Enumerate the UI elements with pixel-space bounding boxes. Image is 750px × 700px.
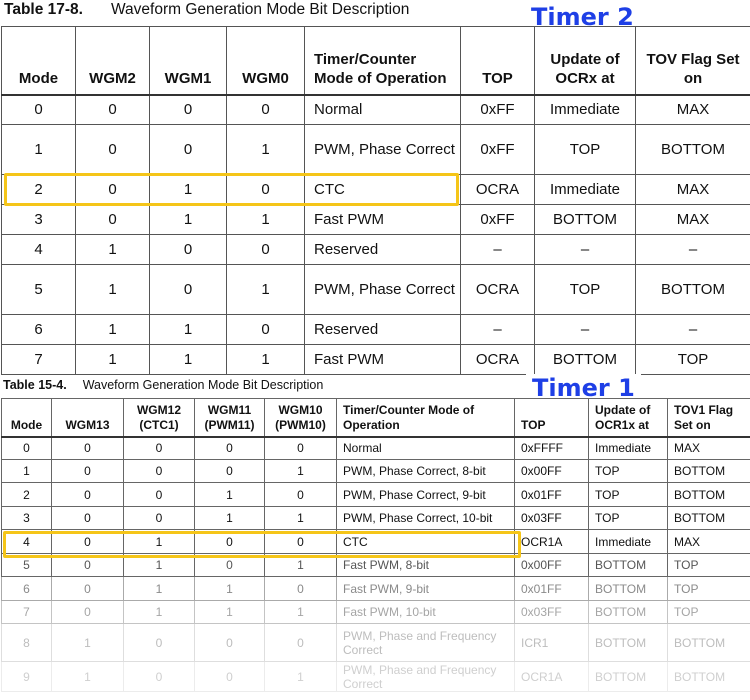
table-cell: 0xFF (461, 125, 535, 175)
table-cell: 0 (52, 437, 124, 460)
table-cell: 0 (52, 483, 124, 507)
table-cell: 0 (265, 437, 337, 460)
table-cell: 1 (265, 507, 337, 530)
table-cell: 0 (124, 437, 195, 460)
table-cell: 0 (227, 95, 305, 125)
table-cell: OCR1A (515, 530, 589, 554)
table-cell: BOTTOM (636, 265, 750, 315)
table-cell: 6 (2, 315, 76, 345)
timer1-table-caption (3, 378, 323, 392)
table-cell: 0 (2, 437, 52, 460)
table-cell: BOTTOM (589, 554, 668, 577)
timer1-table-body (2, 437, 750, 692)
header-tov-flag: TOV Flag Set on (636, 27, 750, 95)
table-cell: Immediate (589, 530, 668, 554)
table-cell: OCR1A (515, 662, 589, 692)
table-cell: 0 (2, 95, 76, 125)
table-cell: 1 (195, 483, 265, 507)
table-cell: BOTTOM (589, 601, 668, 624)
table-cell: Fast PWM (305, 205, 461, 235)
table-cell: Reserved (305, 315, 461, 345)
table-row (2, 554, 750, 577)
table-cell: TOP (589, 507, 668, 530)
table-cell: 0 (265, 577, 337, 601)
table-cell: 1 (195, 601, 265, 624)
table-cell: Immediate (589, 437, 668, 460)
timer2-caption-number: Table 17-8. (4, 1, 83, 18)
timer1-caption-number: Table 15-4. (3, 378, 67, 392)
table-cell: 0 (124, 662, 195, 692)
table-cell: 1 (150, 315, 227, 345)
header-mode: Mode (2, 399, 52, 437)
table-row (2, 315, 750, 345)
table-row (2, 460, 750, 483)
table-cell: Fast PWM, 9-bit (337, 577, 515, 601)
header-wgm10: WGM10 (PWM10) (265, 399, 337, 437)
timer1-caption-title: Waveform Generation Mode Bit Description (82, 378, 324, 392)
table-cell: 0 (195, 662, 265, 692)
header-mode: Mode (2, 27, 76, 95)
table-cell: PWM, Phase Correct, 8-bit (337, 460, 515, 483)
table-cell: BOTTOM (636, 125, 750, 175)
table-cell: 0 (227, 175, 305, 205)
table-cell: 1 (227, 265, 305, 315)
table-cell: 1 (52, 624, 124, 662)
table-cell: 1 (124, 601, 195, 624)
table-cell: 1 (124, 577, 195, 601)
table-cell: 3 (2, 205, 76, 235)
timer1-mode-table (1, 398, 750, 692)
table-cell: 1 (2, 125, 76, 175)
table-row (2, 235, 750, 265)
table-cell: 1 (265, 554, 337, 577)
table-cell: Fast PWM, 8-bit (337, 554, 515, 577)
table-cell: 1 (150, 345, 227, 375)
table-cell: – (636, 235, 750, 265)
table-cell: 1 (76, 345, 150, 375)
table-cell: MAX (636, 205, 750, 235)
table-cell: 0xFF (461, 205, 535, 235)
header-wgm1: WGM1 (150, 27, 227, 95)
table-cell: PWM, Phase Correct (305, 125, 461, 175)
table-cell: 1 (124, 554, 195, 577)
table-cell: 0 (124, 483, 195, 507)
header-tov1-flag: TOV1 Flag Set on (668, 399, 750, 437)
table-row (2, 205, 750, 235)
table-cell: 1 (124, 530, 195, 554)
table-cell: – (461, 235, 535, 265)
table-cell: BOTTOM (589, 624, 668, 662)
header-top: TOP (461, 27, 535, 95)
table-cell: 0 (124, 460, 195, 483)
table-cell: 0 (265, 483, 337, 507)
header-wgm13: WGM13 (52, 399, 124, 437)
header-operation: Timer/Counter Mode of Operation (305, 27, 461, 95)
header-top: TOP (515, 399, 589, 437)
table-cell: 2 (2, 175, 76, 205)
table-row (2, 437, 750, 460)
table-cell: BOTTOM (668, 662, 750, 692)
table-row (2, 265, 750, 315)
table-cell: BOTTOM (535, 345, 636, 375)
table-cell: 7 (2, 601, 52, 624)
table-cell: MAX (668, 530, 750, 554)
table-cell: 1 (52, 662, 124, 692)
table-cell: OCRA (461, 345, 535, 375)
table-cell: 0 (52, 530, 124, 554)
table-row (2, 577, 750, 601)
table-cell: Fast PWM (305, 345, 461, 375)
table-row (2, 507, 750, 530)
timer1-label: Timer 1 (526, 374, 641, 402)
table-cell: BOTTOM (589, 662, 668, 692)
table-cell: 0 (124, 624, 195, 662)
table-cell: – (535, 235, 636, 265)
table-cell: 0 (150, 95, 227, 125)
table-cell: BOTTOM (589, 577, 668, 601)
table-cell: 4 (2, 530, 52, 554)
table-cell: 5 (2, 265, 76, 315)
table-cell: 1 (227, 125, 305, 175)
table-row (2, 530, 750, 554)
header-wgm11: WGM11 (PWM11) (195, 399, 265, 437)
table-cell: 9 (2, 662, 52, 692)
table-row (2, 624, 750, 662)
table-row (2, 95, 750, 125)
header-wgm0: WGM0 (227, 27, 305, 95)
table-cell: 1 (227, 205, 305, 235)
table-cell: TOP (535, 265, 636, 315)
table-cell: 2 (2, 483, 52, 507)
table-cell: 0 (52, 460, 124, 483)
table-cell: 6 (2, 577, 52, 601)
table-cell: 8 (2, 624, 52, 662)
table-cell: PWM, Phase and Frequency Correct (337, 662, 515, 692)
header-update: Update of OCR1x at (589, 399, 668, 437)
table-row (2, 125, 750, 175)
table-cell: 0 (195, 624, 265, 662)
table-cell: 0 (76, 205, 150, 235)
table-cell: MAX (636, 175, 750, 205)
table-cell: 0 (195, 554, 265, 577)
table-cell: Immediate (535, 95, 636, 125)
table-cell: Immediate (535, 175, 636, 205)
table-cell: – (461, 315, 535, 345)
table-cell: 0x00FF (515, 460, 589, 483)
table-cell: 0x03FF (515, 507, 589, 530)
table-cell: 7 (2, 345, 76, 375)
table-cell: MAX (668, 437, 750, 460)
table-cell: Fast PWM, 10-bit (337, 601, 515, 624)
timer1-header-row (2, 399, 750, 437)
table-cell: – (535, 315, 636, 345)
table-cell: 0x01FF (515, 483, 589, 507)
table-cell: TOP (589, 460, 668, 483)
table-cell: 1 (76, 315, 150, 345)
table-cell: 0 (227, 315, 305, 345)
table-cell: 0 (124, 507, 195, 530)
table-cell: 1 (195, 507, 265, 530)
table-cell: 0 (76, 175, 150, 205)
table-cell: 0 (150, 125, 227, 175)
table-cell: 0 (150, 235, 227, 265)
table-cell: CTC (305, 175, 461, 205)
table-cell: OCRA (461, 175, 535, 205)
table-row (2, 662, 750, 692)
table-cell: 1 (76, 235, 150, 265)
table-cell: 3 (2, 507, 52, 530)
table-cell: BOTTOM (668, 460, 750, 483)
table-cell: 0xFF (461, 95, 535, 125)
table-cell: BOTTOM (535, 205, 636, 235)
table-cell: 0 (52, 577, 124, 601)
timer2-table-caption (4, 1, 409, 19)
table-cell: PWM, Phase and Frequency Correct (337, 624, 515, 662)
header-wgm12: WGM12 (CTC1) (124, 399, 195, 437)
table-cell: 1 (2, 460, 52, 483)
table-cell: PWM, Phase Correct (305, 265, 461, 315)
table-cell: 0 (195, 460, 265, 483)
table-cell: 0xFFFF (515, 437, 589, 460)
table-cell: ICR1 (515, 624, 589, 662)
table-row (2, 345, 750, 375)
table-cell: TOP (636, 345, 750, 375)
table-cell: CTC (337, 530, 515, 554)
table-cell: 0 (150, 265, 227, 315)
header-operation: Timer/Counter Mode of Operation (337, 399, 515, 437)
table-cell: 1 (195, 577, 265, 601)
table-cell: 0 (52, 601, 124, 624)
timer2-table-body (2, 95, 750, 375)
table-cell: 0x03FF (515, 601, 589, 624)
table-cell: PWM, Phase Correct, 10-bit (337, 507, 515, 530)
table-cell: PWM, Phase Correct, 9-bit (337, 483, 515, 507)
table-cell: Reserved (305, 235, 461, 265)
table-cell: 0 (52, 507, 124, 530)
header-wgm2: WGM2 (76, 27, 150, 95)
table-cell: TOP (668, 601, 750, 624)
table-cell: TOP (535, 125, 636, 175)
table-cell: 0 (265, 530, 337, 554)
table-cell: BOTTOM (668, 483, 750, 507)
table-cell: TOP (668, 577, 750, 601)
table-cell: 1 (265, 601, 337, 624)
table-cell: 0x00FF (515, 554, 589, 577)
timer2-header-row (2, 27, 750, 95)
table-cell: 0x01FF (515, 577, 589, 601)
timer2-caption-title: Waveform Generation Mode Bit Description (110, 1, 410, 18)
table-cell: 5 (2, 554, 52, 577)
table-row (2, 175, 750, 205)
table-cell: OCRA (461, 265, 535, 315)
table-cell: TOP (668, 554, 750, 577)
table-cell: 1 (76, 265, 150, 315)
table-cell: TOP (589, 483, 668, 507)
table-cell: 1 (150, 175, 227, 205)
table-cell: 0 (52, 554, 124, 577)
timer2-mode-table (1, 26, 750, 375)
table-row (2, 601, 750, 624)
header-update: Update of OCRx at (535, 27, 636, 95)
table-cell: BOTTOM (668, 624, 750, 662)
table-cell: 0 (76, 95, 150, 125)
table-cell: 0 (265, 624, 337, 662)
table-cell: Normal (337, 437, 515, 460)
table-cell: 0 (195, 530, 265, 554)
table-cell: 1 (150, 205, 227, 235)
timer2-label: Timer 2 (525, 3, 640, 31)
table-cell: 0 (227, 235, 305, 265)
table-cell: 1 (227, 345, 305, 375)
table-cell: 1 (265, 662, 337, 692)
table-cell: 1 (265, 460, 337, 483)
table-cell: 0 (76, 125, 150, 175)
table-cell: BOTTOM (668, 507, 750, 530)
table-cell: MAX (636, 95, 750, 125)
table-cell: 0 (195, 437, 265, 460)
table-row (2, 483, 750, 507)
table-cell: – (636, 315, 750, 345)
table-cell: Normal (305, 95, 461, 125)
table-cell: 4 (2, 235, 76, 265)
